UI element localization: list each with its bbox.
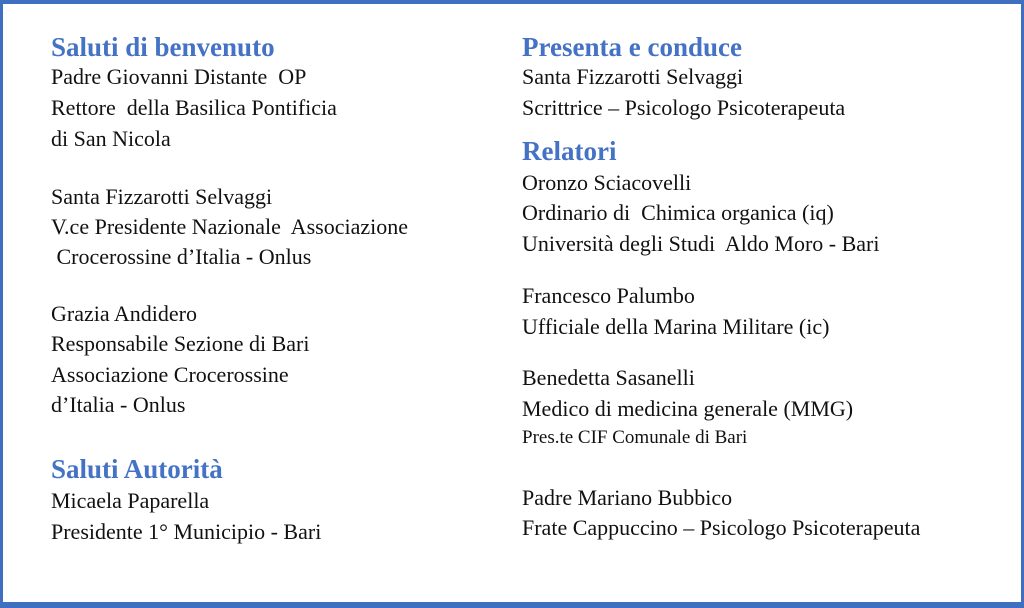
speaker-role: Medico di medicina generale (MMG) [522,396,854,421]
speaker-name: Oronzo Sciacovelli [522,170,692,195]
speaker-role: d’Italia - Onlus [51,392,186,417]
authority-name: Micaela Paparella [51,488,210,513]
speaker-role: Ufficiale della Marina Militare (ic) [522,314,830,339]
speaker-role: V.ce Presidente Nazionale Associazione [51,214,408,239]
speaker-role: Ordinario di Chimica organica (iq) [522,200,834,225]
speaker-role: Pres.te CIF Comunale di Bari [522,427,748,448]
speakers-heading: Relatori [522,136,617,166]
presenter-name: Santa Fizzarotti Selvaggi [522,64,744,89]
speaker-role: di San Nicola [51,126,171,151]
speaker-role: Associazione Crocerossine [51,362,289,387]
authorities-heading: Saluti Autorità [51,454,223,484]
speaker-name: Francesco Palumbo [522,283,695,308]
speaker-role: Frate Cappuccino – Psicologo Psicoterapeuta [522,515,921,540]
welcome-heading: Saluti di benvenuto [51,32,275,62]
speaker-name: Padre Mariano Bubbico [522,485,733,510]
speaker-name: Padre Giovanni Distante OP [51,64,307,89]
speaker-role: Università degli Studi Aldo Moro - Bari [522,231,880,256]
speaker-name: Santa Fizzarotti Selvaggi [51,184,273,209]
presenter-heading: Presenta e conduce [522,32,742,62]
presenter-role: Scrittrice – Psicologo Psicoterapeuta [522,95,846,120]
speaker-name: Grazia Andidero [51,301,197,326]
speaker-role: Rettore della Basilica Pontificia [51,95,337,120]
speaker-role: Responsabile Sezione di Bari [51,331,310,356]
speaker-name: Benedetta Sasanelli [522,365,695,390]
authority-role: Presidente 1° Municipio - Bari [51,519,322,544]
speaker-role: Crocerossine d’Italia - Onlus [51,244,312,269]
